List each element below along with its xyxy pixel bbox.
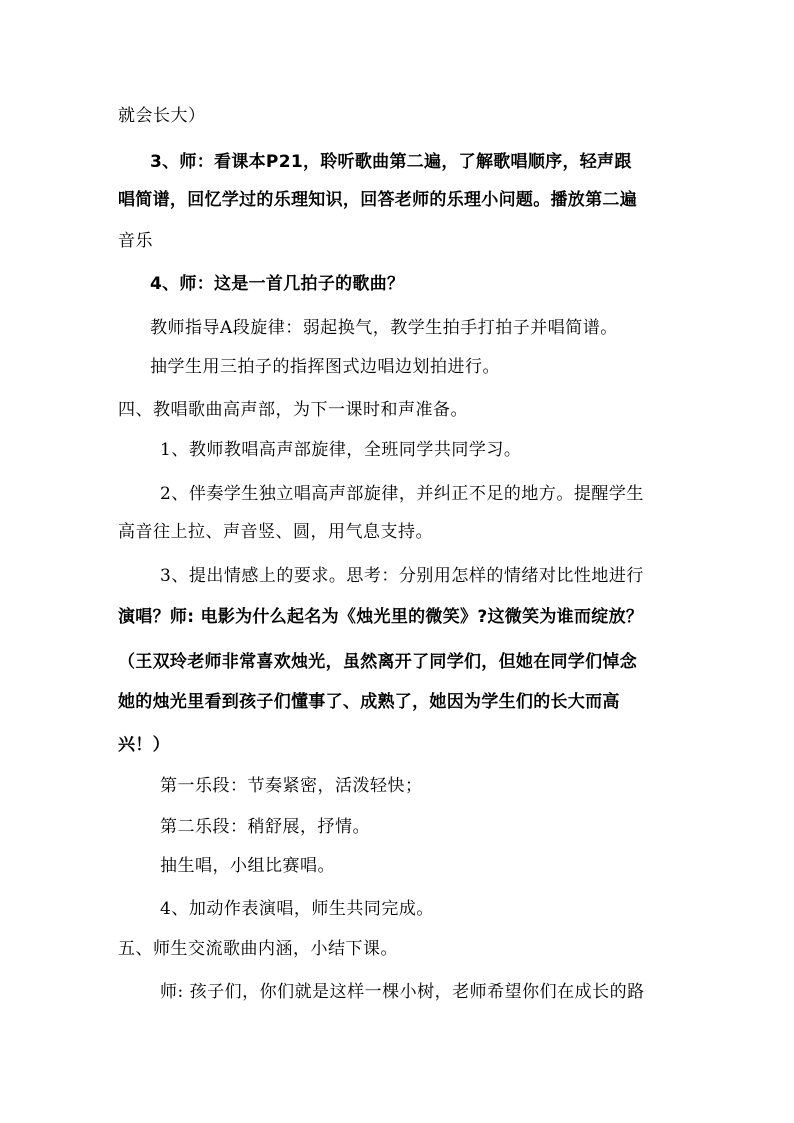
text-line-8: 四、教唱歌曲高声部，为下一课时和声准备。	[118, 400, 468, 420]
text-line-3: 唱简谱，回忆学过的乐理知识，回答老师的乐理小问题。播放第二遍	[118, 190, 637, 210]
text-line-21: 五、师生交流歌曲内涵，小结下课。	[118, 939, 398, 959]
text-line-2: 3、师：看课本P21，聆听歌曲第二遍，了解歌唱顺序，轻声跟	[150, 152, 632, 172]
text-line-10: 2、伴奏学生独立唱高声部旋律，并纠正不足的地方。提醒学生	[160, 484, 644, 504]
text-line-7: 抽学生用三拍子的指挥图式边唱边划拍进行。	[150, 357, 500, 377]
text-line-4: 音乐	[118, 231, 153, 251]
text-line-15: 她的烛光里看到孩子们懂事了、成熟了，她因为学生们的长大而高	[118, 692, 620, 712]
text-line-19: 抽生唱，小组比赛唱。	[160, 856, 335, 876]
text-line-5: 4、师：这是一首几拍子的歌曲？	[150, 274, 405, 294]
text-line-13: 演唱？师: 电影为什么起名为《烛光里的微笑》?这微笑为谁而绽放？	[118, 607, 644, 627]
text-line-6: 教师指导A段旋律：弱起换气，教学生拍手打拍子并唱简谱。	[150, 318, 618, 338]
text-line-11: 高音往上拉、声音竖、圆，用气息支持。	[118, 522, 433, 542]
text-line-16: 兴！）	[118, 735, 170, 755]
text-line-14: （王双玲老师非常喜欢烛光，虽然离开了同学们，但她在同学们悼念	[118, 652, 637, 672]
text-line-22: 师: 孩子们，你们就是这样一棵小树，老师希望你们在成长的路	[160, 982, 645, 1002]
text-line-12: 3、提出情感上的要求。思考：分别用怎样的情绪对比性地进行	[160, 566, 644, 586]
text-line-18: 第二乐段：稍舒展，抒情。	[160, 817, 370, 837]
text-line-17: 第一乐段：节奏紧密，活泼轻快；	[160, 776, 423, 796]
text-line-20: 4、加动作表演唱，师生共同完成。	[160, 899, 434, 919]
text-line-9: 1、教师教唱高声部旋律，全班同学共同学习。	[160, 440, 522, 460]
text-line-1: 就会长大）	[118, 106, 206, 126]
